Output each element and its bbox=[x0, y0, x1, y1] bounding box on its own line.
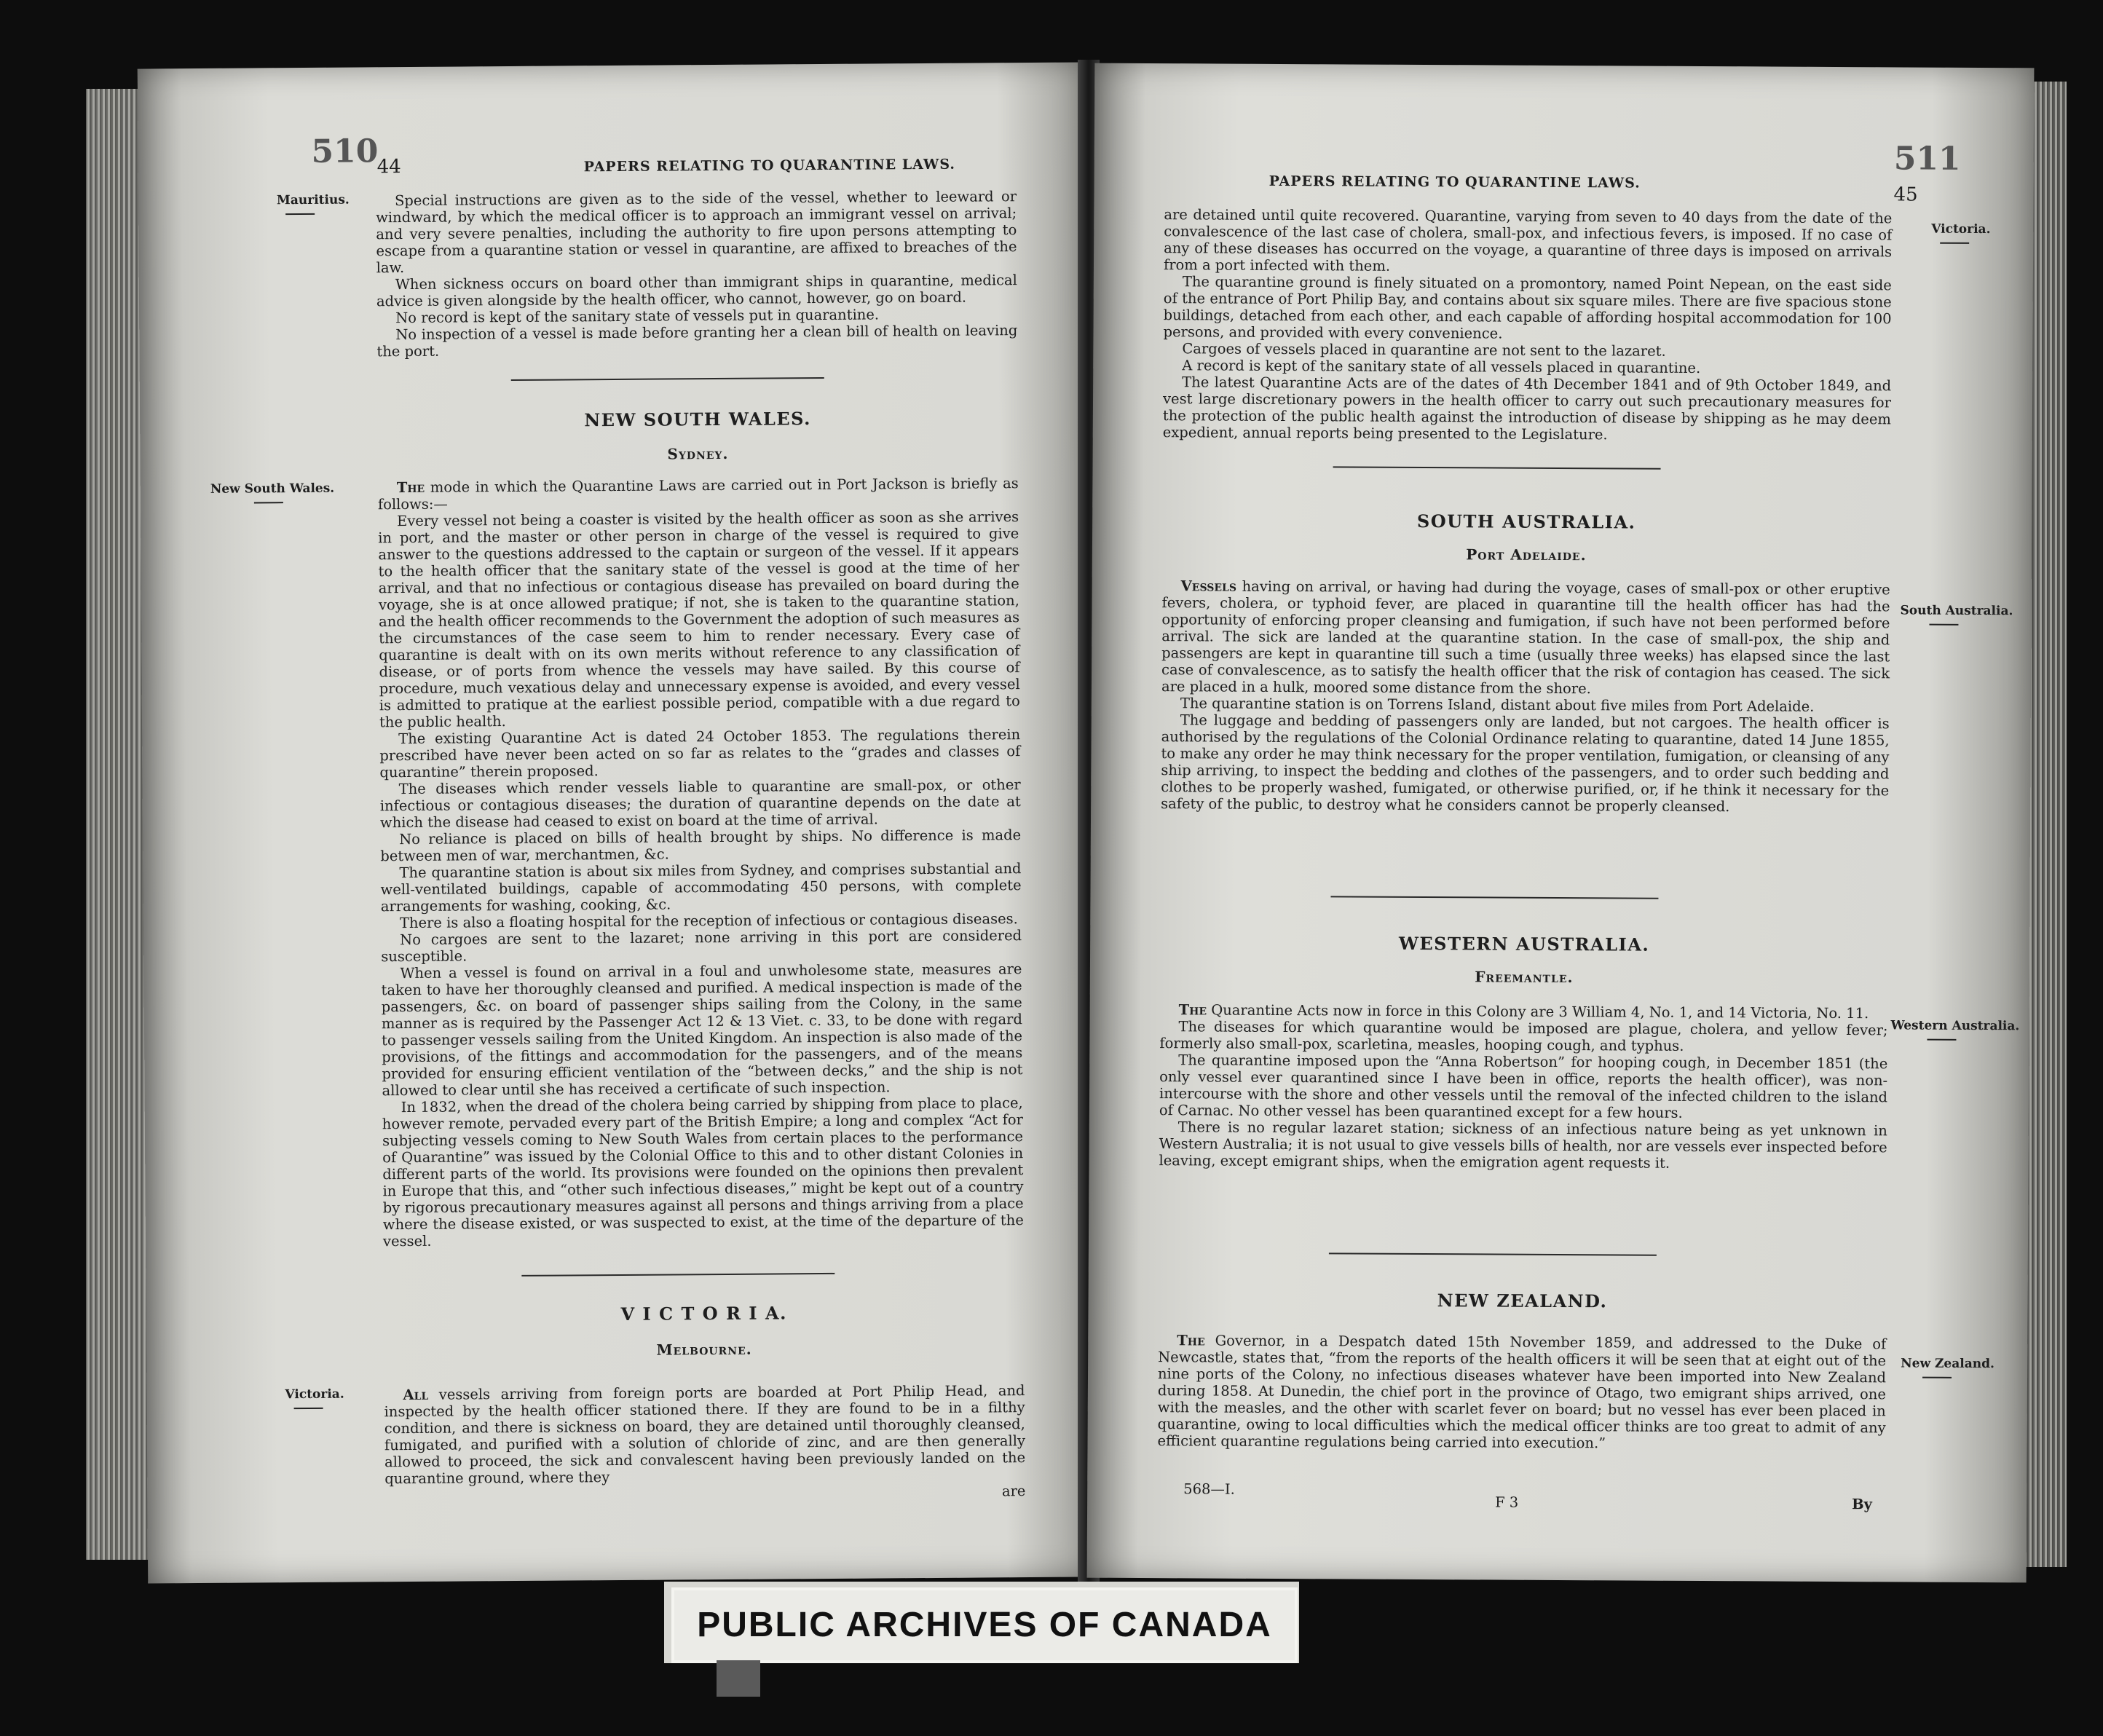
margin-note-victoria: Victoria. bbox=[285, 1387, 344, 1410]
subheading-melbourne: Melbourne. bbox=[656, 1340, 752, 1359]
section-heading-nsw: NEW SOUTH WALES. bbox=[584, 408, 812, 431]
open-book bbox=[86, 52, 2052, 1589]
paragraph: Cargoes of vessels placed in quarantine are not sent to the lazaret. bbox=[1182, 340, 1666, 360]
section-heading-western-australia: WESTERN AUSTRALIA. bbox=[1398, 932, 1650, 955]
section-heading-south-australia: SOUTH AUSTRALIA. bbox=[1416, 510, 1636, 533]
south-australia-section bbox=[1161, 577, 1890, 816]
opening-paragraph: The mode in which the Quarantine Laws are carried out in Port Jackson is briefly as follows:— bbox=[377, 475, 1019, 513]
paragraph: In 1832, when the dread of the cholera being carried by shipping from place to place, however remote, pervaded every part of the British Empire; a long and complex “Act for subjecting vessels coming to New South Wales from certain places to the performance of Quarantine” was issued by the Colonial Office to this and to other distant Colonies in different parts of the world. Its provisions were founded on the opinions then prevalent in Europe that this, and “other such infectious diseases,” might be kept out of a country by rigorous precautionary measures against all persons and things arriving from a place where the disease existed, or was suspected to exist, at the time of the departure of the vessel. bbox=[382, 1094, 1024, 1250]
paragraph: No cargoes are sent to the lazaret; none arriving in this port are considered susceptible. bbox=[381, 927, 1022, 966]
film-clip bbox=[717, 1660, 760, 1697]
mauritius-section bbox=[376, 188, 1018, 360]
manuscript-page-number: 510 bbox=[311, 133, 379, 170]
opening-paragraph: Vessels having on arrival, or having had during the voyage, cases of small-pox or other eruptive fevers, cholera, or typhoid fever, are placed in quarantine till the health officer has had the opportunity of enforcing proper cleansing and fumigation, if such have not been performed before arrival. The sick are landed at the quarantine station. In the case of small-pox, the ship and passengers are kept in quarantine till such a time (usually three weeks) has elapsed since the last case of convalescence, as to satisfy the health officer that the risk of contagion has ceased. The sick are placed in a hulk, moored some distance from the shore. bbox=[1161, 577, 1890, 698]
continued-paragraph: are detained until quite recovered. Quarantine, varying from seven to 40 days from the date of the convalescence of the last case of cholera, small-pox, and infectious fevers, is imposed. If no case of any of these diseases has occurred on the voyage, a quarantine of three days is imposed on arrivals from a port infected with them. bbox=[1163, 206, 1893, 275]
paragraph: The quarantine ground is finely situated on a promontory, named Point Nepean, on the east side of the entrance of Port Philip Bay, and contains about six square miles. There are five spacious stone buildings, detached from each other, and each capable of affording hospital accommodation for 100 persons, and provided with every convenience. bbox=[1163, 273, 1892, 342]
paragraph: The diseases for which quarantine would be imposed are plague, cholera, and yellow fever; formerly also small-pox, scarletina, measles, hooping cough, and typhus. bbox=[1159, 1018, 1888, 1054]
paragraph: There is also a floating hospital for the reception of infectious or contagious diseases. bbox=[399, 910, 1018, 932]
section-divider bbox=[521, 1273, 835, 1277]
section-divider bbox=[1329, 1252, 1657, 1255]
victoria-section bbox=[384, 1382, 1025, 1504]
paragraph: When a vessel is found on arrival in a foul and unwholesome state, measures are taken to have her thoroughly cleansed and purified. A medical inspection is made of the passengers, &c. on board of passenger ships sailing from the Colony, in the same manner as is required by the Passenger Act 12 & 13 Viet. c. 33, to be done with regard to passenger vessels sailing from the United Kingdom. An inspection is also made of the provisions, of the fittings and accommodation for the passengers, and of the means provided for ensuring efficient ventilation of the “between decks,” and the ship is not allowed to clear until she has received a certificate of such inspection. bbox=[381, 960, 1023, 1100]
section-divider bbox=[1333, 466, 1661, 469]
margin-note-victoria: Victoria. bbox=[1931, 222, 1990, 244]
running-head: PAPERS RELATING TO QUARANTINE LAWS. bbox=[1268, 173, 1641, 192]
subheading-sydney: Sydney. bbox=[667, 444, 729, 463]
left-page bbox=[138, 62, 1094, 1583]
subheading-freemantle: Freemantle. bbox=[1475, 968, 1574, 987]
paragraph: No reliance is placed on bills of health brought by ships. No difference is made between men of war, merchantmen, &c. bbox=[380, 826, 1022, 865]
subheading-port-adelaide: Port Adelaide. bbox=[1466, 545, 1587, 564]
victoria-continued-section bbox=[1163, 206, 1893, 444]
right-page bbox=[1087, 63, 2035, 1583]
western-australia-section bbox=[1159, 1001, 1888, 1172]
margin-note-western-australia: Western Australia. bbox=[1890, 1018, 2019, 1041]
paragraph: Special instructions are given as to the side of the vessel, whether to leeward or windward, by which the medical officer is to approach an immigrant vessel on arrival; and very severe penalties, including the authority to fire upon persons attempting to escape from a quarantine station or vessel in quarantine, are affixed to breaches of the law. bbox=[376, 188, 1017, 277]
paragraph: There is no regular lazaret station; sickness of an infectious nature being as yet unknown in Western Australia; it is not usual to give vessels bills of health, nor are vessels ever inspected before leaving, except emigrant ships, when the emigration agent requests it. bbox=[1159, 1118, 1887, 1172]
catchword: are bbox=[1001, 1483, 1026, 1500]
paragraph: The existing Quarantine Act is dated 24 October 1853. The regulations therein prescribed have never been acted on so far as relates to the “grades and classes of quarantine” therein proposed. bbox=[379, 726, 1021, 781]
manuscript-page-number: 511 bbox=[1893, 140, 1961, 178]
section-heading-new-zealand: NEW ZEALAND. bbox=[1437, 1290, 1608, 1312]
paragraph: The quarantine station is about six miles from Sydney, and comprises substantial and well-ventilated buildings, capable of accommodating 450 persons, with complete arrangements for washing, cooking, &c. bbox=[380, 860, 1022, 915]
paragraph: No inspection of a vessel is made before granting her a clean bill of health on leaving the port. bbox=[376, 322, 1018, 360]
footer-catchword: By bbox=[1852, 1496, 1872, 1513]
archive-stamp: PUBLIC ARCHIVES OF CANADA bbox=[671, 1587, 1298, 1663]
margin-note-mauritius: Mauritius. bbox=[277, 193, 350, 216]
paragraph: The diseases which render vessels liable to quarantine are small-pox, or other infectious or contagious diseases; the duration of quarantine depends on the date at which the disease had ceased to exist on board at the time of arrival. bbox=[379, 776, 1021, 832]
paragraph: The quarantine station is on Torrens Island, distant about five miles from Port Adelaide. bbox=[1180, 695, 1815, 715]
opening-paragraph: All vessels arriving from foreign ports are boarded at Port Philip Head, and inspected by the health officer stationed there. If they are found to be in a filthy condition, and there is sickness on board, they are detained until thoroughly cleansed, fumigated, and purified with a solution of chloride of zinc, and are then generally allowed to proceed, the sick and convalescent having been previously landed on the quarantine ground, where they bbox=[384, 1382, 1026, 1488]
opening-paragraph: The Governor, in a Despatch dated 15th November 1859, and addressed to the Duke of Newcastle, states that, “from the reports of the health officers it will be seen that at eight out of the nine ports of the Colony, no infectious diseases whatever have been imported into New Zealand during 1858. At Dunedin, the chief port in the province of Otago, two emigrant ships arrived, one with the measles, and the other with scarlet fever on board; but no vessel has ever been placed in quarantine, owing to local difficulties which the medical officer thinks are too great to admit of any efficient quarantine regulations being carried into execution.” bbox=[1157, 1332, 1887, 1452]
page-number: 45 bbox=[1893, 184, 1918, 206]
new-zealand-section bbox=[1157, 1332, 1886, 1453]
margin-note-nsw: New South Wales. bbox=[210, 481, 335, 504]
paragraph: The luggage and bedding of passengers only are landed, but not cargoes. The health officer is authorised by the regulations of the Colonial Ordinance relating to quarantine, dated 14 June 1855, to make any order he may think necessary for the proper ventilation, fumigation, or cleansing of any ship arriving, to inspect the bedding and clothes of the passengers, and to order such bedding and clothes to be properly washed, fumigated, or otherwise purified, or, if he think it necessary for the safety of the public, to destroy what he considers cannot be properly cleansed. bbox=[1161, 711, 1890, 816]
nsw-section bbox=[378, 475, 1024, 1250]
paragraph: A record is kept of the sanitary state of all vessels placed in quarantine. bbox=[1182, 357, 1701, 376]
margin-note-new-zealand: New Zealand. bbox=[1901, 1356, 1995, 1378]
paragraph: No record is kept of the sanitary state of vessels put in quarantine. bbox=[395, 306, 880, 327]
paragraph: The quarantine imposed upon the “Anna Robertson” for hooping cough, in December 1851 (the only vessel ever quarantined since I have been in office, reports the health officer), was non-intercourse with the shore and other vessels until the removal of the infected children to the island of Carnac. No other vessel has been quarantined except for a few hours. bbox=[1159, 1052, 1888, 1121]
paragraph: When sickness occurs on board other than immigrant ships in quarantine, medical advice is given alongside by the health officer, who cannot, however, go on board. bbox=[376, 272, 1017, 310]
footer-signature-mark: F 3 bbox=[1495, 1494, 1519, 1511]
section-divider bbox=[511, 377, 824, 381]
section-divider bbox=[1330, 896, 1658, 899]
page-number: 44 bbox=[376, 156, 401, 178]
footer-print-code: 568—I. bbox=[1183, 1480, 1235, 1498]
margin-note-south-australia: South Australia. bbox=[1900, 603, 2013, 626]
section-heading-victoria: V I C T O R I A. bbox=[620, 1302, 787, 1325]
opening-paragraph: The Quarantine Acts now in force in this Colony are 3 William 4, No. 1, and 14 Victoria, No. 11. bbox=[1178, 1001, 1869, 1022]
paragraph: The latest Quarantine Acts are of the dates of 4th December 1841 and of 9th October 1849, and vest large discretionary powers in the health officer to carry out such precautionary measures for the protection of the public health against the introduction of disease by shipping as he may deem expedient, annual reports being presented to the Legislature. bbox=[1162, 374, 1892, 443]
running-head: PAPERS RELATING TO QUARANTINE LAWS. bbox=[583, 156, 956, 175]
paragraph: Every vessel not being a coaster is visited by the health officer as soon as she arrives in port, and the master or other person in charge of the vessel is required to give answer to the questions addressed to the captain or surgeon of the vessel. If it appears to the health officer that the sanitary state of the vessel is good at the time of her arrival, and that no infectious or contagious disease has prevailed on board during the voyage, she is at once allowed pratique; if not, she is taken to the quarantine station, and the health officer recommends to the Government the adoption of such measures as the circumstances of the case seem to him to render necessary. Every case of quarantine is dealt with on its own merits without reference to any classification of disease, or of ports from whence the vessels may have sailed. By this course of procedure, much vexatious delay and unnecessary expense is avoided, and every vessel is admitted to pratique at the earliest possible period, compatible with a due regard to the public health. bbox=[378, 508, 1020, 731]
